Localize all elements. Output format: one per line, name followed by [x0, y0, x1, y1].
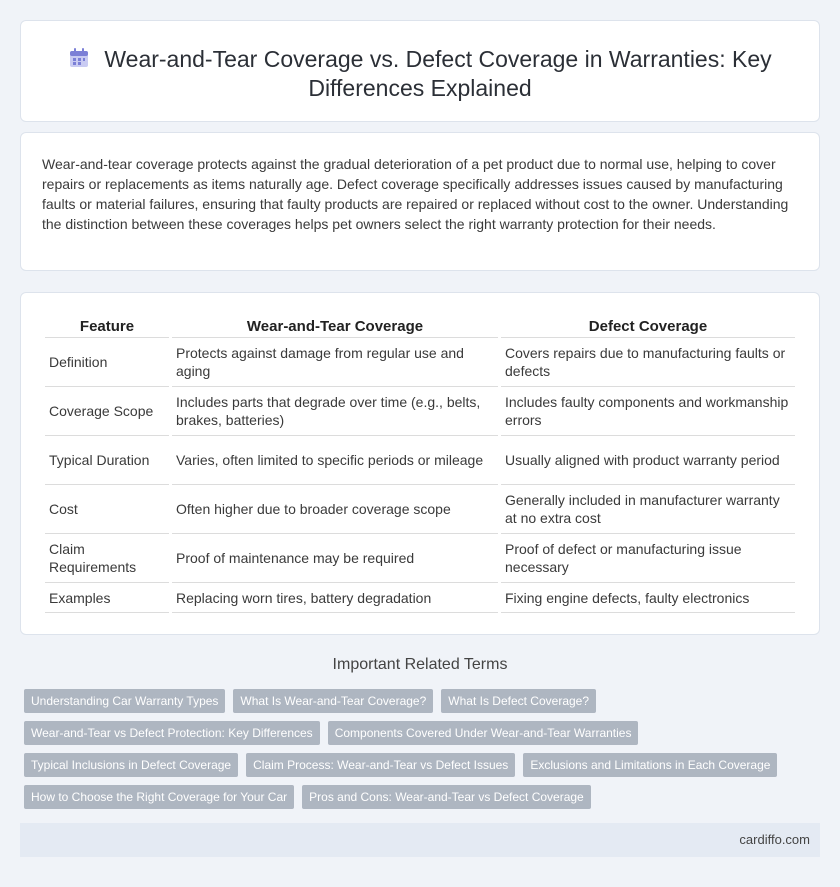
row-wear-and-tear: Varies, often limited to specific periods or mileage	[172, 436, 498, 485]
related-term-tag[interactable]: Exclusions and Limitations in Each Coverage	[523, 753, 777, 777]
row-feature: Claim Requirements	[45, 534, 169, 583]
row-defect: Fixing engine defects, faulty electronics	[501, 583, 795, 613]
page-title: Wear-and-Tear Coverage vs. Defect Coverage in Warranties: Key Differences Explained	[104, 46, 772, 101]
row-defect: Proof of defect or manufacturing issue necessary	[501, 534, 795, 583]
row-feature: Coverage Scope	[45, 387, 169, 436]
header-defect: Defect Coverage	[501, 318, 795, 338]
row-feature: Typical Duration	[45, 436, 169, 485]
row-feature: Cost	[45, 485, 169, 534]
page-title-wrap	[61, 45, 779, 103]
row-feature: Examples	[45, 583, 169, 613]
related-term-tag[interactable]: What Is Wear-and-Tear Coverage?	[233, 689, 433, 713]
related-terms-list	[24, 689, 814, 817]
related-term-tag[interactable]: Components Covered Under Wear-and-Tear Warranties	[328, 721, 639, 745]
table-row	[45, 436, 795, 485]
footer-site-link[interactable]: cardiffo.com	[739, 832, 810, 847]
header-card	[20, 20, 820, 122]
intro-card	[20, 132, 820, 271]
related-terms-title: Important Related Terms	[332, 656, 508, 673]
related-term-tag[interactable]: Pros and Cons: Wear-and-Tear vs Defect Coverage	[302, 785, 591, 809]
row-defect: Usually aligned with product warranty period	[501, 436, 795, 485]
row-feature: Definition	[45, 338, 169, 387]
table-row	[45, 534, 795, 583]
header-wear-and-tear: Wear-and-Tear Coverage	[172, 318, 498, 338]
row-defect: Covers repairs due to manufacturing faults or defects	[501, 338, 795, 387]
related-term-tag[interactable]: What Is Defect Coverage?	[441, 689, 596, 713]
calendar-icon	[68, 47, 90, 69]
row-wear-and-tear: Replacing worn tires, battery degradation	[172, 583, 498, 613]
related-term-tag[interactable]: Understanding Car Warranty Types	[24, 689, 225, 713]
comparison-table	[42, 318, 798, 613]
related-term-tag[interactable]: How to Choose the Right Coverage for Your Car	[24, 785, 294, 809]
intro-text: Wear-and-tear coverage protects against the gradual deterioration of a pet product due to normal use, helping to cover repairs or replacements as items naturally age. Defect coverage specifically addresses issues caused by manufacturing faults or material failures, ensuring that faulty products are repaired or replaced without cost to the owner. Understanding the distinction between these coverages helps pet owners select the right warranty protection for their needs.	[42, 156, 789, 232]
related-term-tag[interactable]: Wear-and-Tear vs Defect Protection: Key Differences	[24, 721, 320, 745]
row-defect: Generally included in manufacturer warranty at no extra cost	[501, 485, 795, 534]
comparison-card	[20, 292, 820, 635]
related-term-tag[interactable]: Typical Inclusions in Defect Coverage	[24, 753, 238, 777]
footer	[20, 823, 820, 857]
row-wear-and-tear: Protects against damage from regular use and aging	[172, 338, 498, 387]
header-feature: Feature	[45, 318, 169, 338]
table-row	[45, 583, 795, 613]
table-row	[45, 485, 795, 534]
row-wear-and-tear: Proof of maintenance may be required	[172, 534, 498, 583]
related-term-tag[interactable]: Claim Process: Wear-and-Tear vs Defect Issues	[246, 753, 515, 777]
row-wear-and-tear: Includes parts that degrade over time (e.g., belts, brakes, batteries)	[172, 387, 498, 436]
table-row	[45, 387, 795, 436]
row-wear-and-tear: Often higher due to broader coverage scope	[172, 485, 498, 534]
table-row	[45, 338, 795, 387]
row-defect: Includes faulty components and workmanship errors	[501, 387, 795, 436]
